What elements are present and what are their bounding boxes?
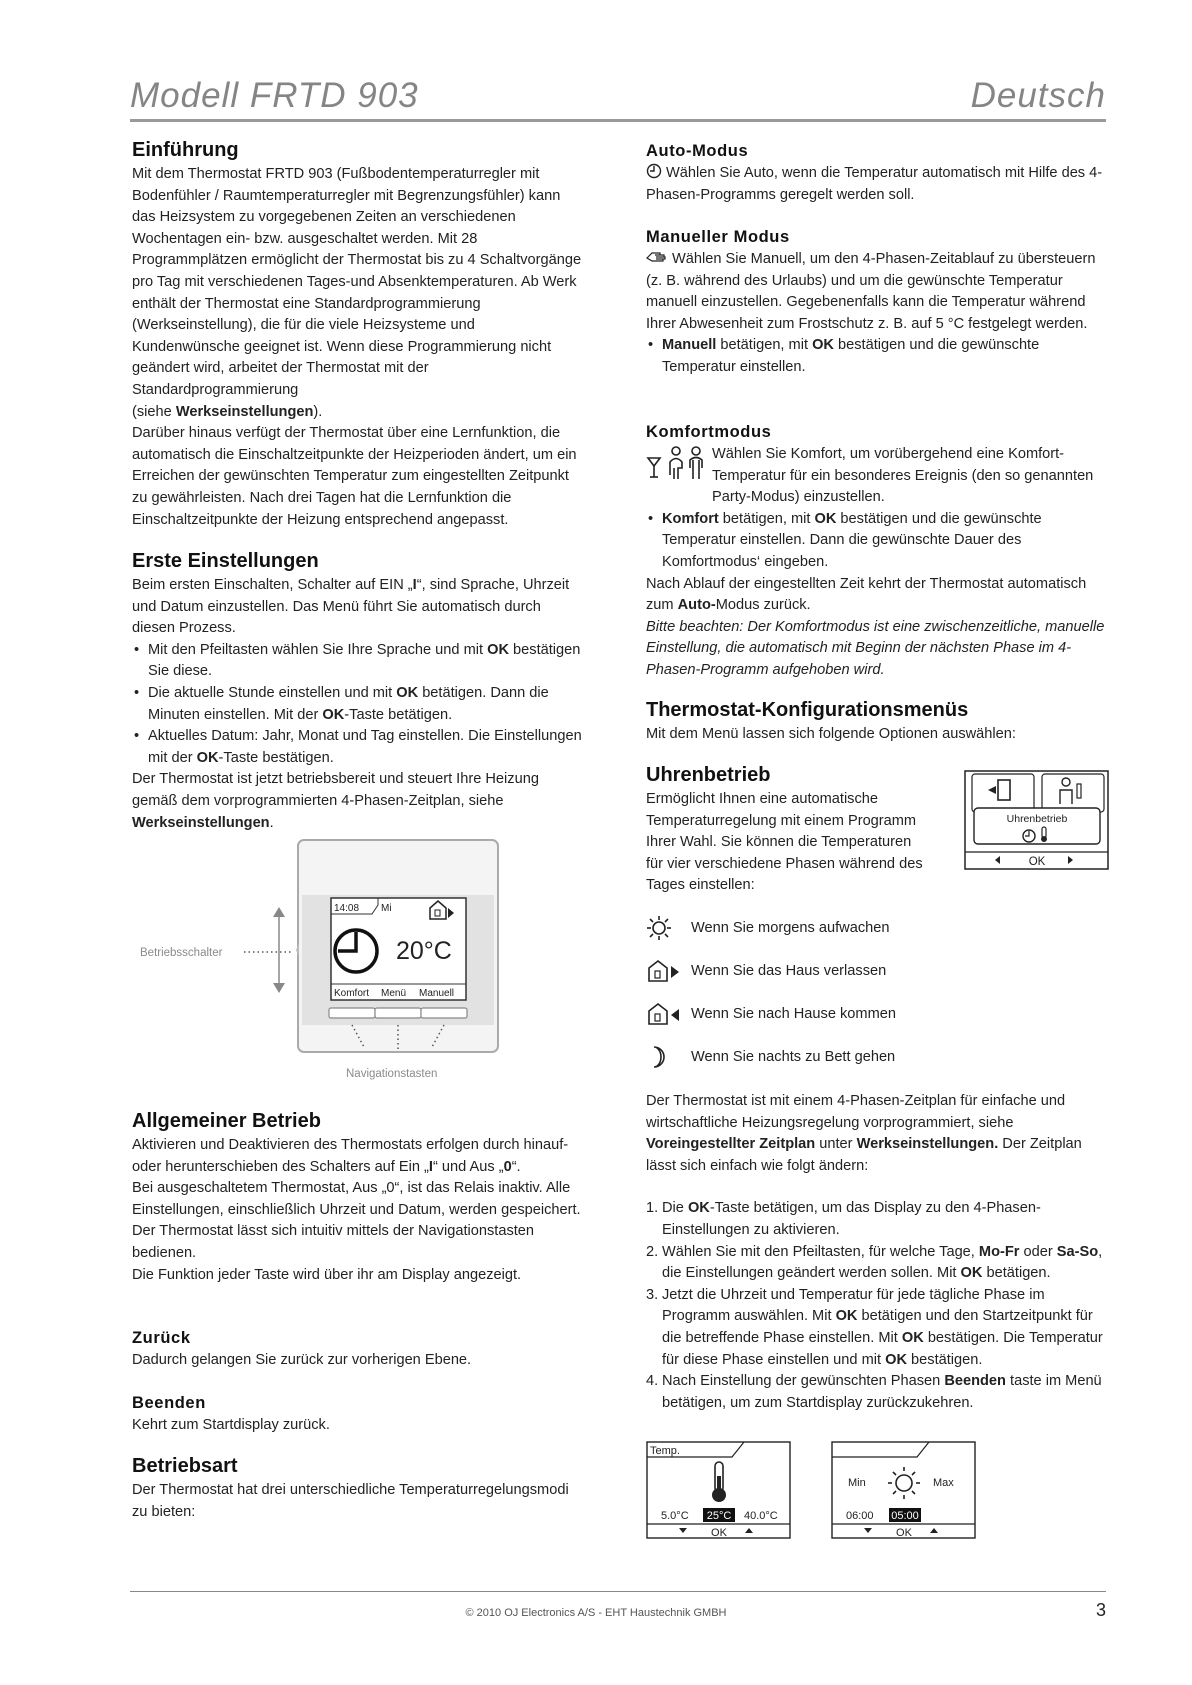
comfort-mode-text: Wählen Sie Komfort, um vorübergehend eine Komfort-Temperatur für ein besonderes Ereignis (den so genannten Party-Modus) einzustellen. bbox=[712, 446, 1094, 506]
general-operation-relay-text: Bei ausgeschaltetem Thermostat, Aus „0“, ist das Relais inaktiv. Alle Einstellungen, einschließlich Uhrzeit und Datum, werden gespeichert. bbox=[132, 1180, 581, 1218]
intro-heading: Einführung bbox=[132, 139, 239, 161]
first-settings-section bbox=[132, 547, 584, 834]
thermostat-device-illustration bbox=[130, 835, 530, 1085]
phase-text: Wenn Sie nachts zu Bett gehen bbox=[691, 1049, 896, 1065]
sun-icon bbox=[646, 916, 676, 940]
time-setting-screen bbox=[831, 1440, 977, 1540]
time-screen-max-label: Max bbox=[933, 1477, 954, 1489]
document-model-title: Modell FRTD 903 bbox=[130, 76, 419, 115]
navigation-buttons[interactable] bbox=[329, 1008, 467, 1018]
comfort-mode-steps bbox=[646, 509, 1106, 574]
temp-screen-max: 40.0°C bbox=[744, 1510, 778, 1522]
operating-switch-label: Betriebsschalter bbox=[140, 947, 223, 959]
time-screen-min-label: Min bbox=[848, 1477, 866, 1489]
intro-see-reference: (siehe Werkseinstellungen). bbox=[132, 403, 323, 420]
first-settings-heading: Erste Einstellungen bbox=[132, 550, 319, 572]
first-settings-ready-text: Der Thermostat ist jetzt betriebsbereit und steuert Ihre Heizung gemäß dem vorprogrammierten 4-Phasen-Zeitplan, siehe Werkseinstellungen. bbox=[132, 771, 539, 831]
softkey-manual-label: Manuell bbox=[419, 988, 455, 999]
general-operation-heading: Allgemeiner Betrieb bbox=[132, 1110, 321, 1132]
time-screen-ok[interactable]: OK bbox=[896, 1527, 912, 1539]
schedule-text: Der Thermostat ist mit einem 4-Phasen-Zeitplan für einfache und wirtschaftliche Heizungsregelung vorprogrammiert, siehe Voreingestellter Zeitplan unter Werkseinstellungen. Der Zeitplan lässt sich einfach wie folgt ändern: bbox=[646, 1093, 1082, 1174]
document-language: Deutsch bbox=[970, 76, 1106, 115]
comfort-mode-return-text: Nach Ablauf der eingestellten Zeit kehrt der Thermostat automatisch zum Auto-Modus zurück. bbox=[646, 575, 1087, 614]
time-screen-start: 06:00 bbox=[846, 1510, 874, 1522]
list-item: • Die aktuelle Stunde einstellen und mit OK betätigen. Dann die Minuten einstellen. Mit der OK-Taste betätigen. bbox=[132, 683, 584, 726]
nav-button-left[interactable] bbox=[329, 1008, 375, 1018]
moon-icon bbox=[646, 1045, 676, 1069]
manual-mode-heading: Manueller Modus bbox=[646, 228, 790, 246]
first-settings-steps bbox=[132, 640, 584, 770]
clock-mode-screen-ok[interactable]: OK bbox=[1028, 856, 1046, 868]
list-item: 4. Nach Einstellung der gewünschten Phasen Beenden taste im Menü betätigen, um zum Startdisplay zurückzukehren. bbox=[646, 1373, 1102, 1411]
list-item: • Komfort betätigen, mit OK bestätigen und die gewünschte Temperatur einstellen. Dann die gewünschte Dauer des Komfortmodus‘ eingeben. bbox=[646, 509, 1106, 574]
house-return-icon bbox=[646, 1002, 682, 1026]
auto-mode-section bbox=[646, 139, 1106, 206]
temp-screen-value[interactable]: 25°C bbox=[706, 1510, 732, 1522]
party-people-icon bbox=[646, 446, 708, 488]
finish-heading: Beenden bbox=[132, 1394, 206, 1412]
clock-mode-heading: Uhrenbetrieb bbox=[646, 764, 771, 786]
lcd-day: Mi bbox=[381, 903, 392, 914]
header-rule bbox=[130, 119, 1106, 122]
clock-mode-screen-label: Uhrenbetrieb bbox=[1006, 813, 1068, 825]
auto-mode-text: Wählen Sie Auto, wenn die Temperatur automatisch mit Hilfe des 4-Phasen-Programms geregelt werden soll. bbox=[646, 165, 1103, 203]
list-item: 3. Jetzt die Uhrzeit und Temperatur für jede tägliche Phase im Programm auswählen. Mit OK betätigen und den Startzeitpunkt für die betreffende Phase einstellen. Mit OK bestätigen. Die Temperatur für diese Phase einstellen und mit OK bestätigen. bbox=[646, 1286, 1103, 1368]
softkey-comfort-label: Komfort bbox=[334, 988, 370, 999]
page-number: 3 bbox=[1095, 1600, 1106, 1620]
intro-learning-text: Darüber hinaus verfügt der Thermostat über eine Lernfunktion, die automatisch die Einschaltzeitpunkte der Heizperioden ändert, um ein Erreichen der gewünschten Temperatur zum eingestellten Zeitpunkt zu gewährleisten. Nach drei Tagen hat die Lernfunktion die Einschaltzeitpunkte der Heizung entsprechend angepasst. bbox=[132, 425, 577, 528]
manual-mode-section bbox=[646, 225, 1106, 379]
phase-text: Wenn Sie nach Hause kommen bbox=[691, 1006, 896, 1022]
manual-mode-steps bbox=[646, 335, 1106, 378]
clock-mode-screen bbox=[964, 770, 1110, 870]
general-operation-switch-text: Aktivieren und Deaktivieren des Thermostats erfolgen durch hinauf- oder herunterschieben des Schalters auf Ein „I“ und Aus „0“. bbox=[132, 1137, 569, 1175]
time-screen-value[interactable]: 05:00 bbox=[891, 1510, 919, 1522]
softkey-menu-label: Menü bbox=[381, 988, 407, 999]
hand-icon bbox=[646, 249, 672, 263]
schedule-section bbox=[646, 1091, 1106, 1414]
list-item: • Aktuelles Datum: Jahr, Monat und Tag einstellen. Die Einstellungen mit der OK-Taste bestätigen. bbox=[132, 726, 584, 769]
operating-mode-heading: Betriebsart bbox=[132, 1455, 238, 1477]
house-leave-icon bbox=[646, 959, 682, 983]
list-item: • Mit den Pfeiltasten wählen Sie Ihre Sprache und mit OK bestätigen Sie diese. bbox=[132, 640, 584, 683]
list-item: • Manuell betätigen, mit OK bestätigen und die gewünschte Temperatur einstellen. bbox=[646, 335, 1106, 378]
finish-text: Kehrt zum Startdisplay zurück. bbox=[132, 1417, 330, 1433]
manual-mode-text: Wählen Sie Manuell, um den 4-Phasen-Zeitablauf zu übersteuern (z. B. während des Urlaubs) und um die gewünschte Temperatur manuell einzustellen. Gegebenenfalls kann die Temperatur während Ihrer Abwesenheit zum Frostschutz z. B. auf 5 °C festgelegt werden. bbox=[646, 251, 1096, 332]
temp-screen-min: 5.0°C bbox=[661, 1510, 689, 1522]
nav-button-middle[interactable] bbox=[375, 1008, 421, 1018]
operating-mode-section bbox=[132, 1452, 584, 1523]
first-settings-intro: Beim ersten Einschalten, Schalter auf EIN „I“, sind Sprache, Uhrzeit und Datum einzustellen. Das Menü führt Sie automatisch durch diesen Prozess. bbox=[132, 577, 570, 637]
config-menus-heading: Thermostat-Konfigurationsmenüs bbox=[646, 699, 969, 721]
phase-text: Wenn Sie das Haus verlassen bbox=[691, 963, 887, 979]
navigation-keys-label: Navigationstasten bbox=[346, 1068, 438, 1080]
operating-mode-text: Der Thermostat hat drei unterschiedliche Temperaturregelungsmodi zu bieten: bbox=[132, 1482, 569, 1520]
auto-mode-heading: Auto-Modus bbox=[646, 142, 749, 160]
finish-section bbox=[132, 1391, 584, 1437]
phase-text: Wenn Sie morgens aufwachen bbox=[691, 920, 890, 936]
schedule-steps bbox=[646, 1198, 1106, 1414]
lcd-temperature: 20°C bbox=[396, 937, 452, 965]
intro-text: Mit dem Thermostat FRTD 903 (Fußbodentemperaturregler mit Bodenfühler / Raumtemperaturregler mit Begrenzungsfühler) kann das Heizsystem zu vorgegebenen Zeiten an verschiedenen Wochentagen ein- bzw. ausgeschaltet werden. Mit 28 Programmplätzen ermöglicht der Thermostat bis zu 4 Schaltvorgänge pro Tag mit verschiedenen Tages-und Absenktemperaturen. Ab Werk enthält der Thermostat eine Standardprogrammierung (Werkseinstellung), die für die viele Heizsysteme und Kundenwünsche geeignet ist. Wenn diese Programmierung nicht geändert wird, arbeitet der Thermostat mit der Standardprogrammierung bbox=[132, 166, 582, 398]
temp-screen-ok[interactable]: OK bbox=[711, 1527, 727, 1539]
footer-copyright: © 2010 OJ Electronics A/S - EHT Haustechnik GMBH bbox=[465, 1607, 727, 1619]
temp-screen-title: Temp. bbox=[650, 1445, 680, 1457]
clock-icon bbox=[646, 163, 666, 177]
intro-section bbox=[132, 136, 584, 531]
nav-button-right[interactable] bbox=[421, 1008, 467, 1018]
general-operation-nav-text: Der Thermostat lässt sich intuitiv mittels der Navigationstasten bedienen. bbox=[132, 1223, 535, 1261]
footer-rule bbox=[130, 1591, 1106, 1592]
comfort-mode-section bbox=[646, 420, 1106, 682]
config-menus-text: Mit dem Menü lassen sich folgende Optionen auswählen: bbox=[646, 726, 1016, 742]
back-heading: Zurück bbox=[132, 1329, 191, 1347]
back-text: Dadurch gelangen Sie zurück zur vorherigen Ebene. bbox=[132, 1352, 472, 1368]
temperature-setting-screen bbox=[646, 1440, 792, 1540]
clock-mode-text: Ermöglicht Ihnen eine automatische Temperaturregelung mit einem Programm Ihrer Wahl. Sie können die Temperaturen für vier verschiedene Phasen während des Tages einstellen: bbox=[646, 791, 923, 894]
clock-mode-section bbox=[646, 761, 928, 897]
list-item: 2. Wählen Sie mit den Pfeiltasten, für welche Tage, Mo-Fr oder Sa-So, die Einstellungen geändert werden sollen. Mit OK betätigen. bbox=[646, 1243, 1103, 1282]
config-menus-section bbox=[646, 696, 1106, 746]
back-section bbox=[132, 1326, 584, 1372]
list-item: 1. Die OK-Taste betätigen, um das Display zu den 4-Phasen-Einstellungen zu aktivieren. bbox=[646, 1200, 1041, 1238]
comfort-mode-heading: Komfortmodus bbox=[646, 423, 772, 441]
general-operation-section bbox=[132, 1107, 584, 1286]
general-operation-keys-text: Die Funktion jeder Taste wird über ihr am Display angezeigt. bbox=[132, 1266, 522, 1283]
comfort-mode-note: Bitte beachten: Der Komfortmodus ist eine zwischenzeitliche, manuelle Einstellung, die automatisch mit Beginn der nächsten Phase im 4-Phasen-Programm aufgehoben wird. bbox=[646, 618, 1105, 678]
lcd-time: 14:08 bbox=[334, 903, 360, 914]
